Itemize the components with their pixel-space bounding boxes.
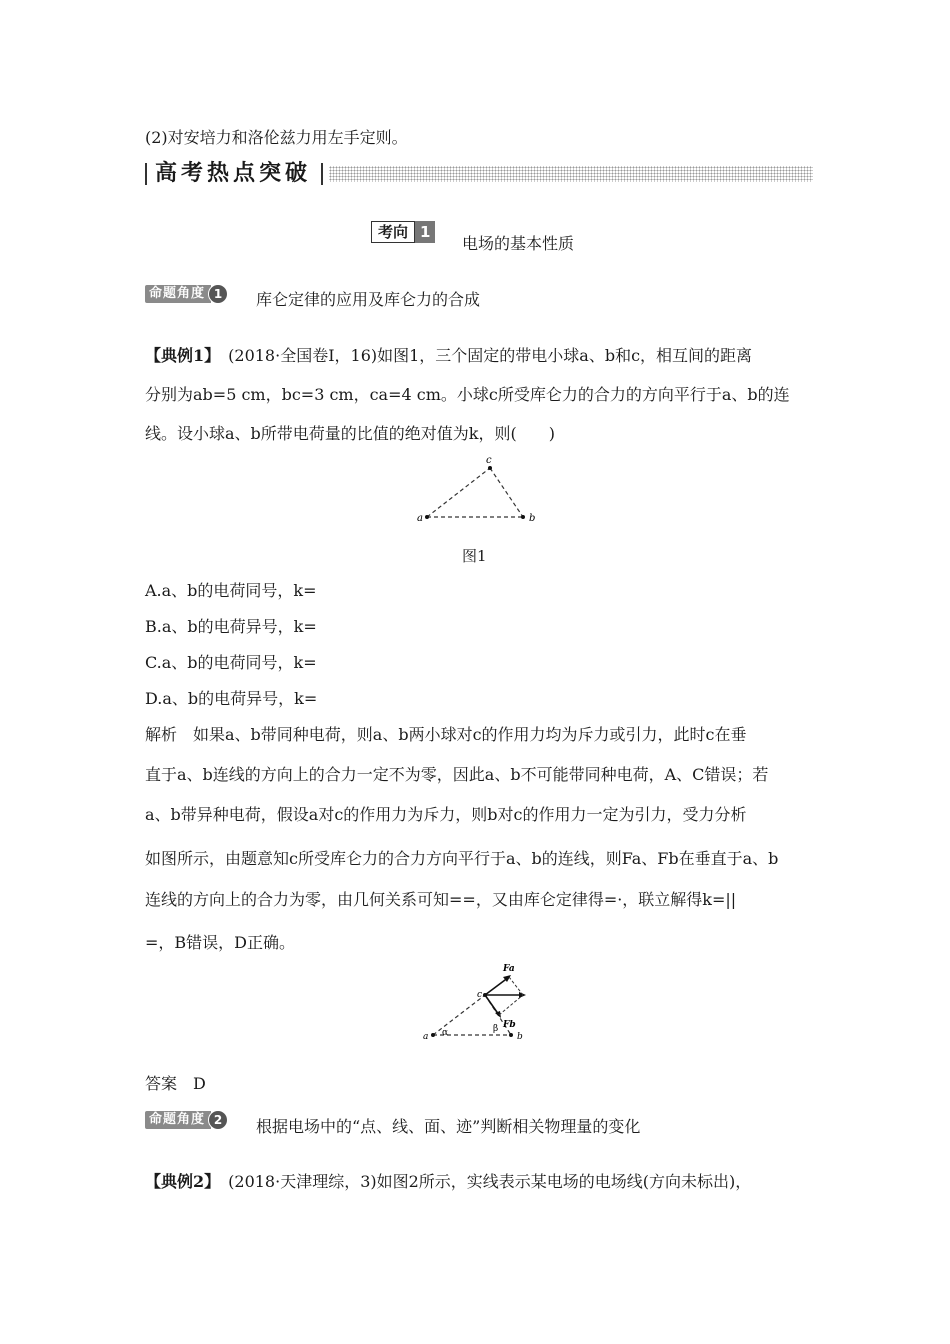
- parallelogram-2: [499, 995, 523, 1015]
- analysis-line-1: 解析 如果a、b带同种电荷，则a、b两小球对c的作用力均为斥力或引力，此时c在垂: [145, 725, 747, 744]
- point-c: [488, 466, 492, 470]
- edge-ac: [427, 468, 490, 517]
- section-dotted-rule: [329, 166, 813, 182]
- angle-badge-2: [145, 1110, 228, 1130]
- analysis-line-5: 连线的方向上的合力为零，由几何关系可知==，又由库仑定律得=·，联立解得k=||: [145, 890, 737, 909]
- figure-1-caption: 图1: [462, 547, 487, 565]
- angle-badge-1: [145, 284, 228, 304]
- label-c: c: [477, 990, 483, 1000]
- parallelogram-1: [509, 977, 523, 995]
- angle-number: 1: [208, 284, 228, 304]
- label-b: b: [529, 513, 536, 524]
- answer-line: 答案 D: [145, 1074, 206, 1093]
- angle-label: 命题角度: [145, 285, 211, 303]
- section-header: [145, 160, 813, 188]
- line-ac: [433, 995, 485, 1035]
- topic-number: 1: [415, 221, 435, 243]
- point-b: [521, 515, 525, 519]
- charge-b: [509, 1033, 513, 1037]
- example1-line1: [145, 346, 752, 366]
- label-fa: Fa: [503, 964, 515, 974]
- label-b: b: [517, 1032, 523, 1042]
- option-a: A.a、b的电荷同号，k=: [145, 581, 317, 600]
- analysis-line-2: 直于a、b连线的方向上的合力一定不为零，因此a、b不可能带同种电荷，A、C错误；若: [145, 765, 769, 784]
- analysis-line-4: 如图所示，由题意知c所受库仑力的合力方向平行于a、b的连线，则Fa、Fb在垂直于a、b: [145, 849, 779, 868]
- force-fb: [485, 995, 499, 1015]
- label-alpha: α: [442, 1028, 449, 1038]
- label-beta: β: [493, 1024, 499, 1034]
- intro-line: (2)对安培力和洛伦兹力用左手定则。: [145, 128, 408, 147]
- label-a: a: [417, 513, 423, 524]
- figure-1-triangle: [405, 455, 555, 535]
- topic-tag: [371, 221, 435, 243]
- option-b: B.a、b的电荷异号，k=: [145, 617, 317, 636]
- example2-text-1: (2018·天津理综，3)如图2所示，实线表示某电场的电场线(方向未标出)，: [228, 1172, 752, 1191]
- edge-cb: [490, 468, 523, 517]
- angle-title-2: 根据电场中的“点、线、面、迹”判断相关物理量的变化: [256, 1117, 641, 1136]
- figure-2-force-diagram: [415, 955, 545, 1045]
- example1-line3: 线。设小球a、b所带电荷量的比值的绝对值为k，则( ): [145, 424, 555, 443]
- example1-text-1: (2018·全国卷Ⅰ，16)如图1，三个固定的带电小球a、b和c，相互间的距离: [228, 346, 753, 365]
- example2-tag: 【典例2】: [145, 1172, 221, 1191]
- topic-label: 考向: [371, 221, 415, 243]
- option-c: C.a、b的电荷同号，k=: [145, 653, 317, 672]
- charge-a: [431, 1033, 435, 1037]
- example1-line2: 分别为ab=5 cm，bc=3 cm，ca=4 cm。小球c所受库仑力的合力的方向平行于a、b的连: [145, 385, 790, 404]
- section-divider-right: [321, 163, 323, 185]
- angle-number: 2: [208, 1110, 228, 1130]
- section-title: 高考热点突破: [155, 161, 312, 186]
- charge-c: [483, 993, 487, 997]
- option-d: D.a、b的电荷异号，k=: [145, 689, 318, 708]
- analysis-line-6: =，B错误，D正确。: [145, 933, 295, 952]
- angle-label: 命题角度: [145, 1111, 211, 1129]
- section-divider-left: [145, 163, 147, 185]
- angle-title-1: 库仑定律的应用及库仑力的合成: [256, 290, 481, 309]
- example2-line1: [145, 1172, 751, 1192]
- topic-title: 电场的基本性质: [462, 234, 575, 253]
- example1-tag: 【典例1】: [145, 346, 221, 365]
- label-fb: Fb: [503, 1020, 516, 1030]
- label-a: a: [423, 1032, 429, 1042]
- analysis-line-3: a、b带异种电荷，假设a对c的作用力为斥力，则b对c的作用力一定为引力，受力分析: [145, 805, 747, 824]
- point-a: [425, 515, 429, 519]
- label-c: c: [486, 455, 492, 466]
